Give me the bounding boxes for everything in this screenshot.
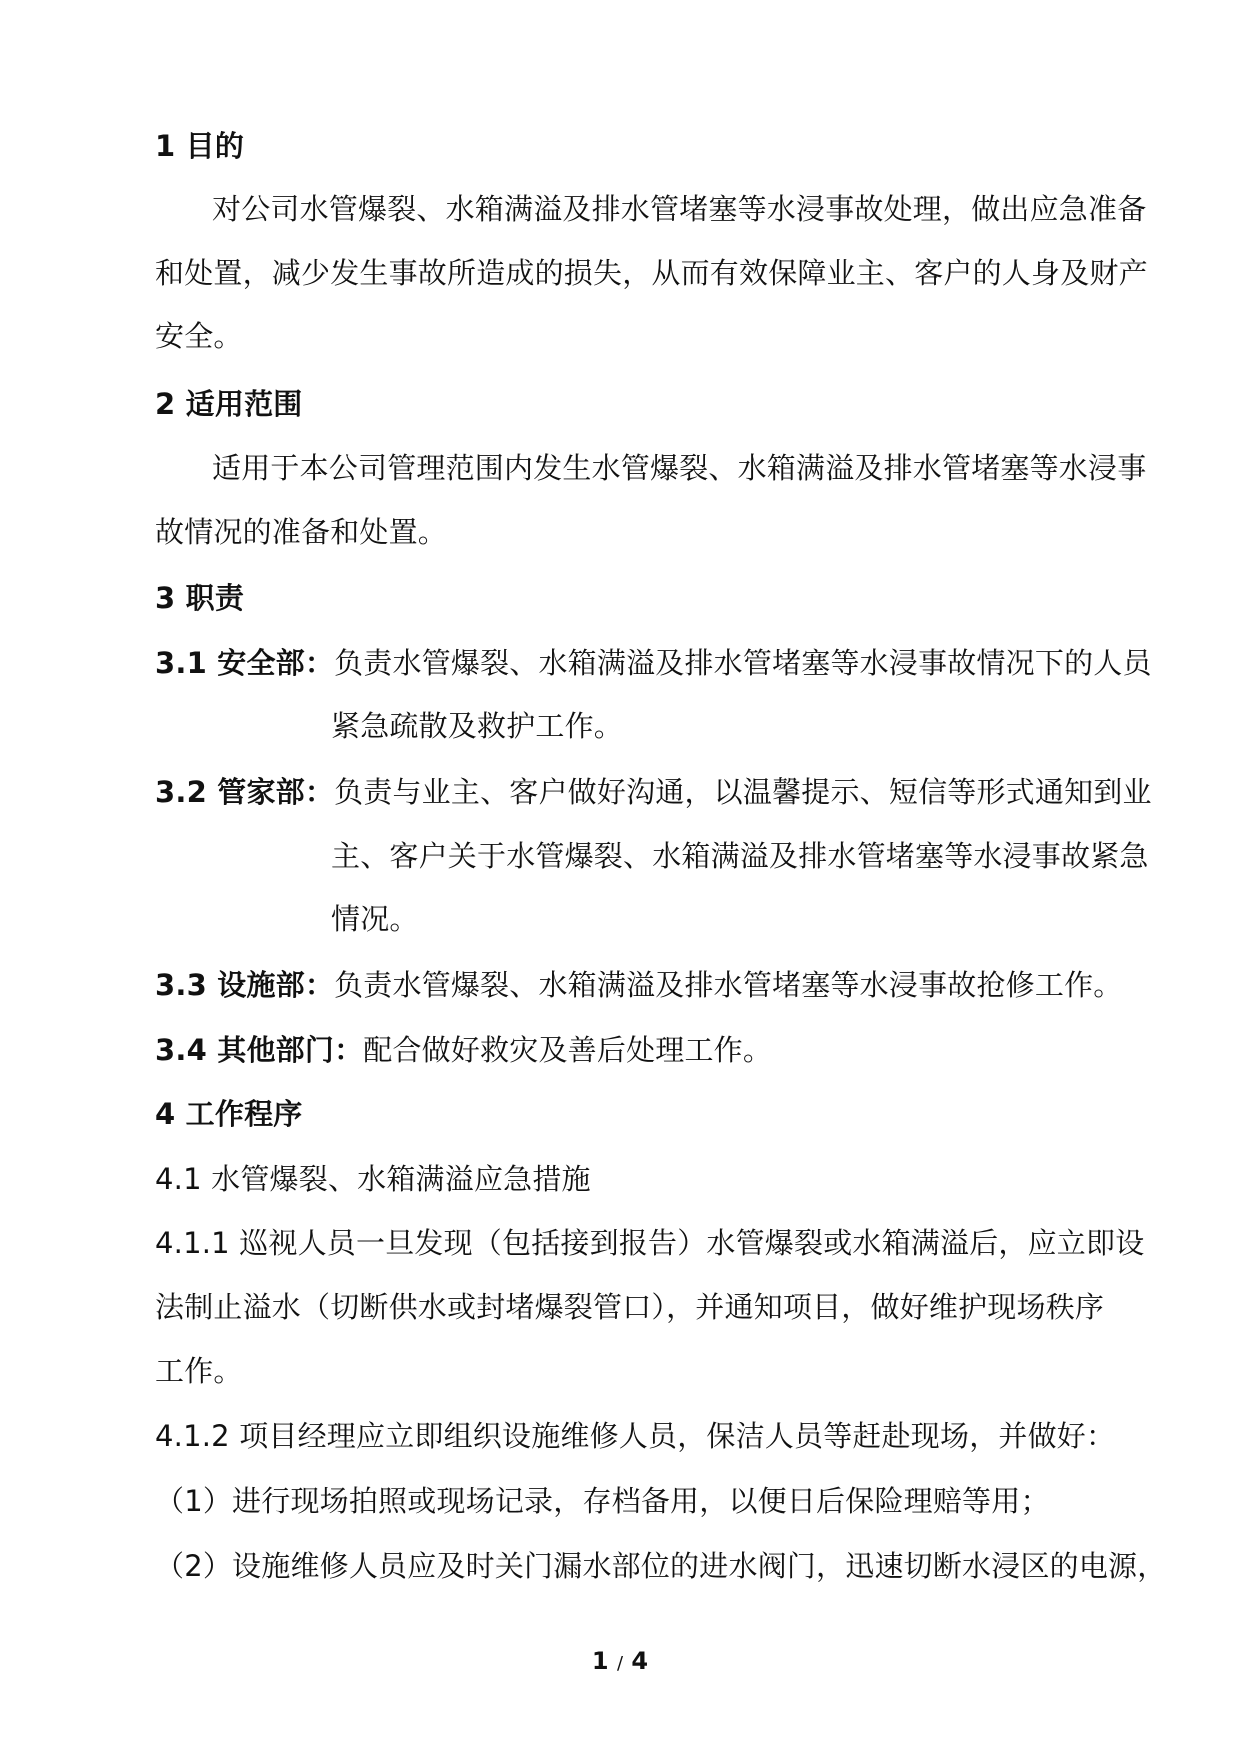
section-1-heading: 1 目的 bbox=[155, 129, 245, 163]
paragraph-4-1-1-line-2: 法制止溢水（切断供水或封堵爆裂管口），并通知项目，做好维护现场秩序 bbox=[155, 1290, 1105, 1324]
list-item-2: （2）设施维修人员应及时关门漏水部位的进水阀门，迅速切断水浸区的电源， bbox=[155, 1549, 1167, 1583]
responsibility-3-2 bbox=[155, 772, 1152, 812]
paragraph-4-1-2: 4.1.2 项目经理应立即组织设施维修人员，保洁人员等赶赴现场，并做好： bbox=[155, 1419, 1116, 1453]
responsibility-label: 3.4 其他部门： bbox=[155, 1033, 364, 1067]
responsibility-label: 3.3 设施部： bbox=[155, 968, 335, 1002]
list-item-1: （1）进行现场拍照或现场记录，存档备用，以便日后保险理赔等用； bbox=[155, 1484, 1050, 1518]
responsibility-text: 负责水管爆裂、水箱满溢及排水管堵塞等水浸事故抢修工作。 bbox=[334, 968, 1123, 1002]
section-3-heading: 3 职责 bbox=[155, 581, 245, 615]
responsibility-3-1-continuation: 紧急疏散及救护工作。 bbox=[331, 709, 624, 743]
section-4-heading: 4 工作程序 bbox=[155, 1097, 303, 1131]
paragraph-4-1-1-line-3: 工作。 bbox=[155, 1354, 243, 1388]
responsibility-3-3 bbox=[155, 965, 1122, 1005]
page-total: 4 bbox=[631, 1647, 649, 1675]
responsibility-3-4 bbox=[155, 1030, 772, 1070]
responsibility-text: 配合做好救灾及善后处理工作。 bbox=[363, 1033, 773, 1067]
section-1-paragraph-line-3: 安全。 bbox=[155, 319, 243, 353]
section-2-heading: 2 适用范围 bbox=[155, 387, 303, 421]
responsibility-label: 3.1 安全部： bbox=[155, 646, 335, 680]
responsibility-text: 负责与业主、客户做好沟通，以温馨提示、短信等形式通知到业 bbox=[334, 775, 1152, 809]
responsibility-3-1 bbox=[155, 643, 1152, 683]
page-separator: / bbox=[616, 1653, 624, 1674]
subsection-4-1-title: 4.1 水管爆裂、水箱满溢应急措施 bbox=[155, 1162, 591, 1196]
section-2-paragraph-line-1: 适用于本公司管理范围内发生水管爆裂、水箱满溢及排水管堵塞等水浸事 bbox=[212, 451, 1147, 485]
section-2-paragraph-line-2: 故情况的准备和处置。 bbox=[155, 515, 448, 549]
section-1-paragraph-line-1: 对公司水管爆裂、水箱满溢及排水管堵塞等水浸事故处理，做出应急准备 bbox=[212, 192, 1147, 226]
paragraph-4-1-1-line-1: 4.1.1 巡视人员一旦发现（包括接到报告）水管爆裂或水箱满溢后，应立即设 bbox=[155, 1226, 1145, 1260]
page-current: 1 bbox=[591, 1647, 609, 1675]
responsibility-text: 负责水管爆裂、水箱满溢及排水管堵塞等水浸事故情况下的人员 bbox=[334, 646, 1152, 680]
responsibility-3-2-continuation-1: 主、客户关于水管爆裂、水箱满溢及排水管堵塞等水浸事故紧急 bbox=[331, 839, 1149, 873]
responsibility-3-2-continuation-2: 情况。 bbox=[331, 902, 419, 936]
section-1-paragraph-line-2: 和处置，减少发生事故所造成的损失，从而有效保障业主、客户的人身及财产 bbox=[155, 256, 1148, 290]
responsibility-label: 3.2 管家部： bbox=[155, 775, 335, 809]
page-number bbox=[0, 1646, 1240, 1679]
